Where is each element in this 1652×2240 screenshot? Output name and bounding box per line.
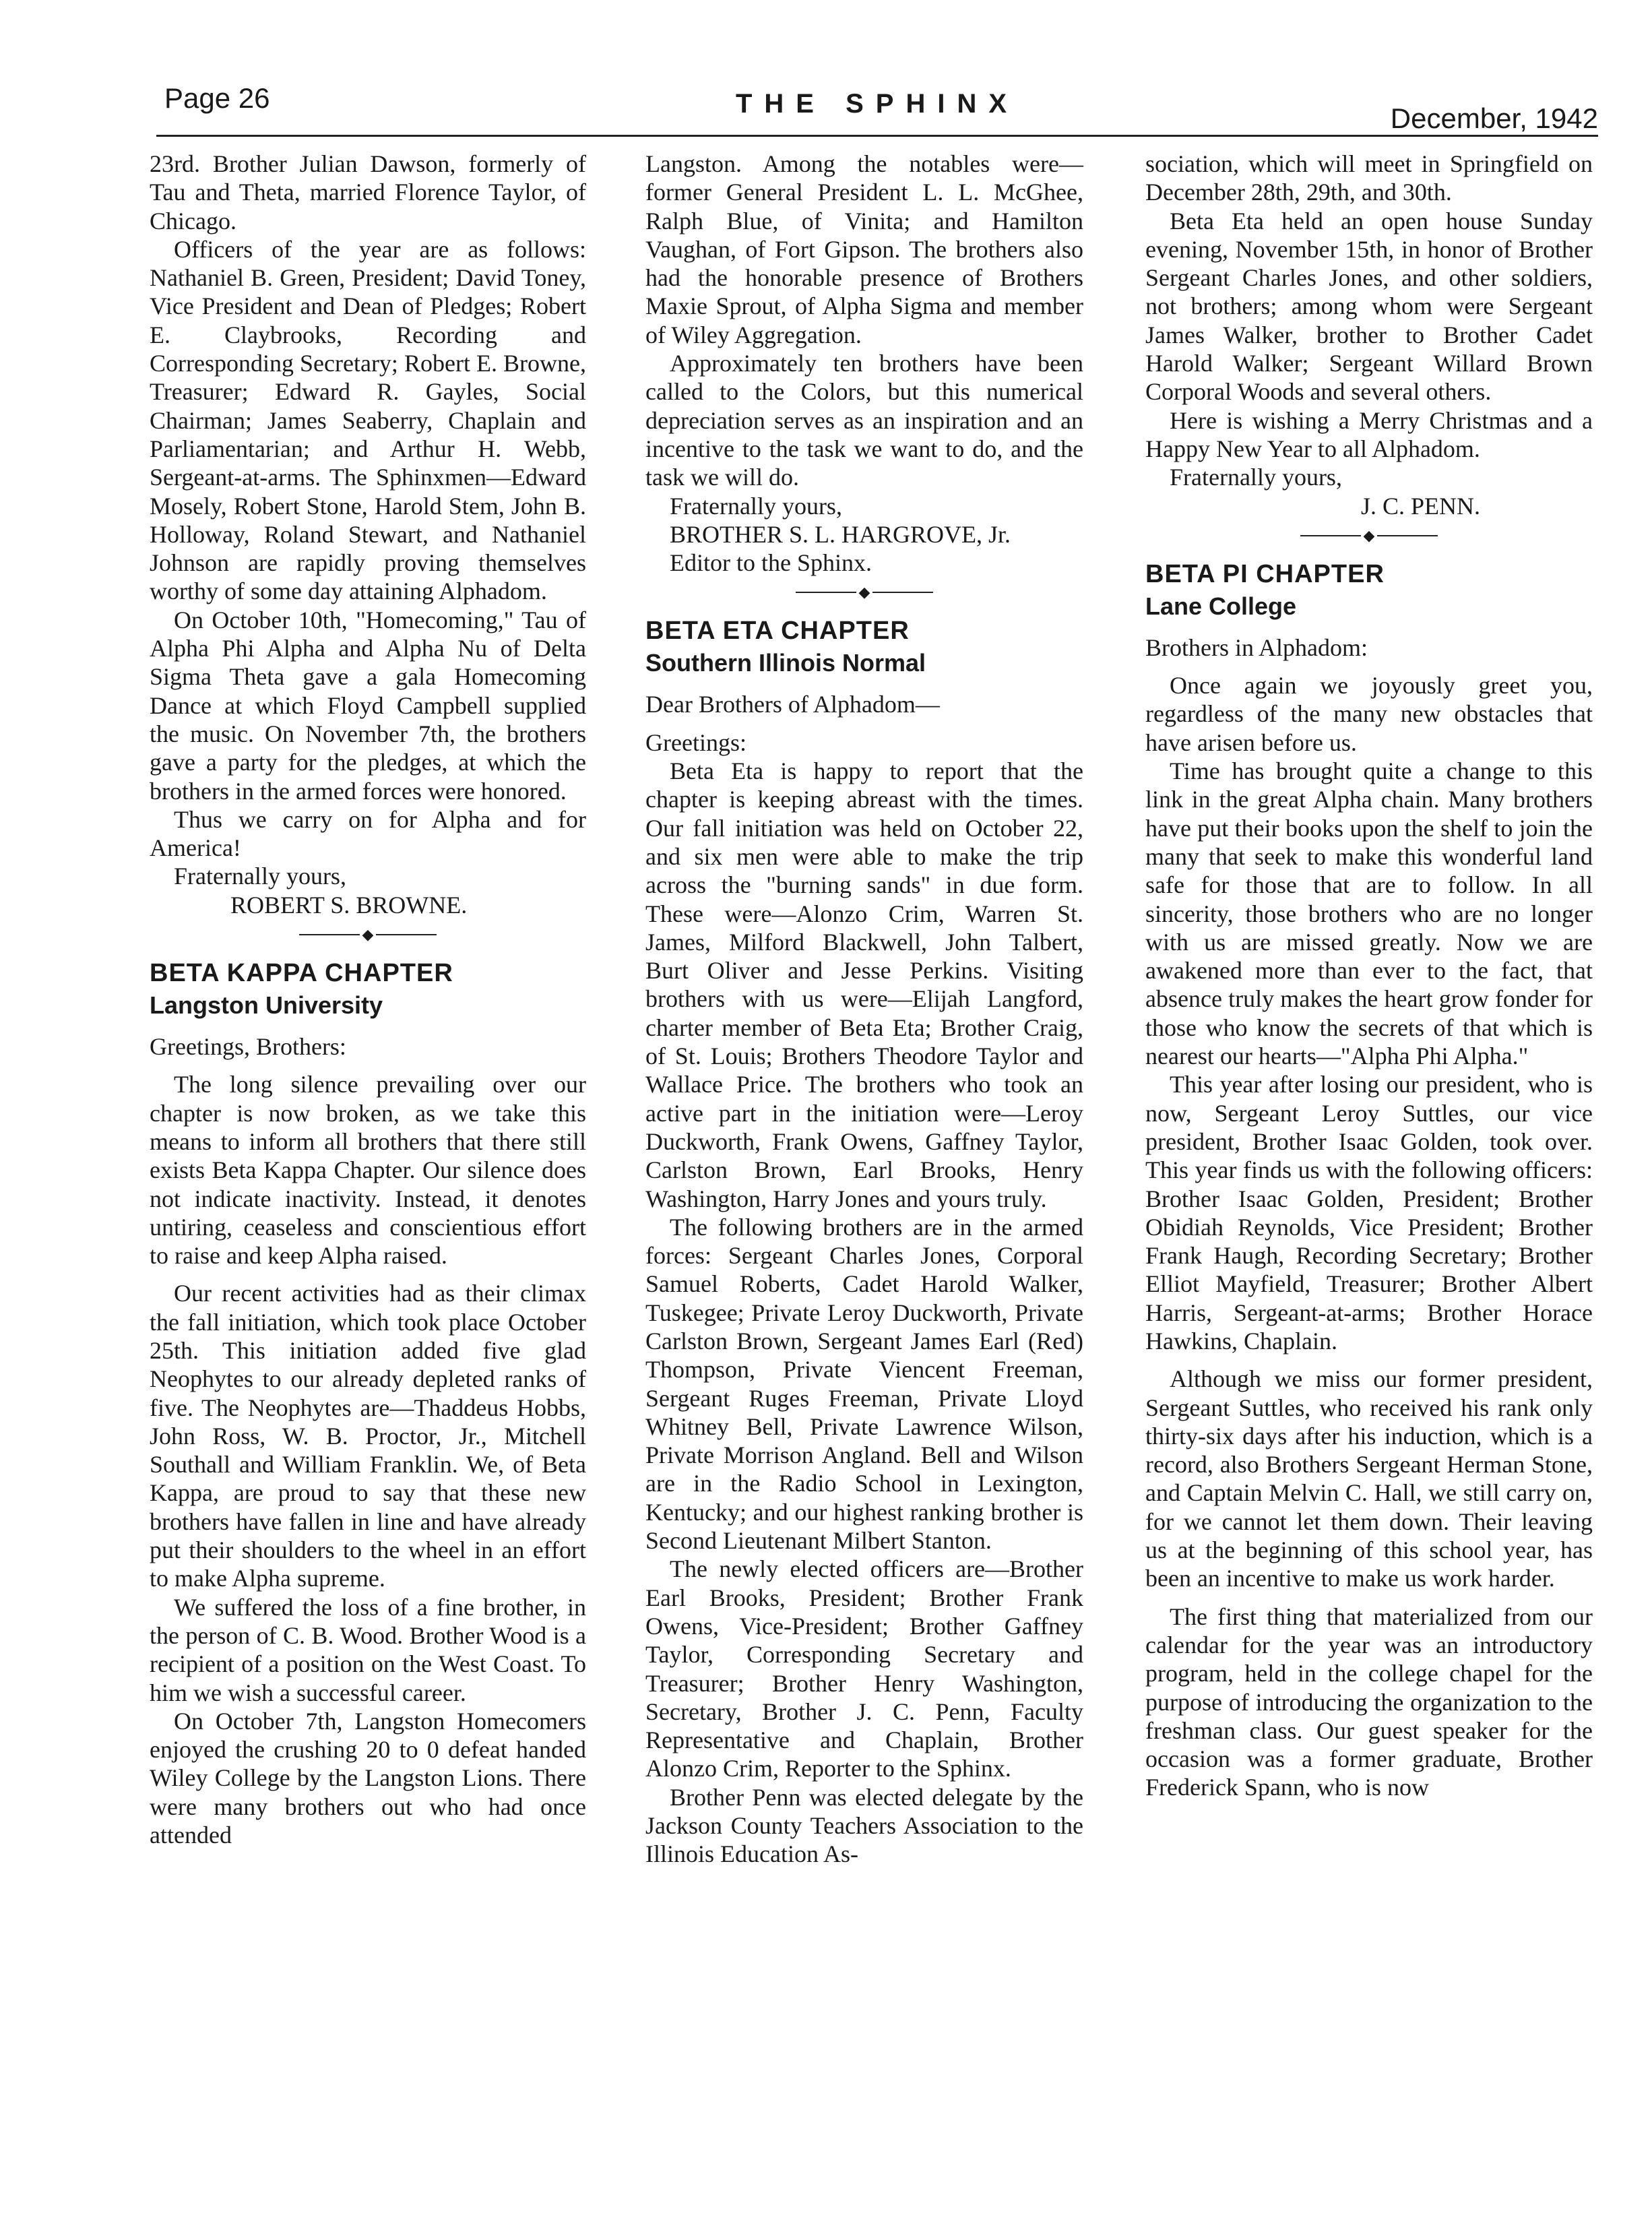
closing: Fraternally yours, — [174, 863, 346, 890]
paragraph: The long silence prevailing over our chapter is now broken, as we take this means to inform all brothers that there still exists Beta Kappa Chapter. Our silence does not indicate inactivity. Instead, it denotes untiring, ceaseless and conscientious effort to raise and keep Alpha raised. — [150, 1071, 586, 1270]
greeting: Greetings: — [645, 728, 746, 756]
signature: ROBERT S. BROWNE. — [230, 891, 468, 919]
paragraph: 23rd. Brother Julian Dawson, formerly of Tau and Theta, married Florence Taylor, of Chicago. — [150, 150, 586, 235]
paragraph: Beta Eta held an open house Sunday evening, November 15th, in honor of Brother Sergeant Charles Jones, and other soldiers, not brothers; among whom were Sergeant James Walker, brother to Brother Cadet Harold Walker; Sergeant Willard Brown Corporal Woods and several others. — [1145, 207, 1593, 406]
issue-date: December, 1942 — [1390, 102, 1598, 134]
section-divider: ◆ — [150, 919, 586, 947]
signature: J. C. PENN. — [1361, 492, 1481, 520]
paragraph: On October 10th, "Homecoming," Tau of Alpha Phi Alpha and Alpha Nu of Delta Sigma Theta gave a gala Homecoming Dance at which Floyd Campbell supplied the music. On November 7th, the brothers gave a party for the pledges, at which the brothers in the armed forces were honored. — [150, 606, 586, 805]
column-3 — [1145, 150, 1593, 1802]
paragraph: sociation, which will meet in Springfield on December 28th, 29th, and 30th. — [1145, 150, 1593, 206]
paragraph: Thus we carry on for Alpha and for America! — [150, 805, 586, 862]
page-header — [156, 80, 1598, 140]
paragraph: Once again we joyously greet you, regardless of the many new obstacles that have arisen before us. — [1145, 672, 1593, 756]
salutation: Brothers in Alphadom: — [1145, 633, 1368, 661]
chapter-heading: BETA ETA CHAPTER — [645, 617, 910, 646]
paragraph: Beta Eta is happy to report that the chapter is keeping abreast with the times. Our fall initiation was held on October 22, and six men were able to make the trip across the "burning sands" in due form. These were—Alonzo Crim, Warren St. James, Milford Blackwell, John Talbert, Burt Oliver and Jesse Perkins. Visiting brothers with us were—Elijah Langford, charter member of Beta Eta; Brother Craig, of St. Louis; Brothers Theodore Taylor and Wallace Price. The brothers who took an active part in the initiation were—Leroy Duckworth, Frank Owens, Gaffney Taylor, Carlston Brown, Earl Brooks, Henry Washington, Harry Jones and yours truly. — [645, 757, 1083, 1212]
paragraph: Brother Penn was elected delegate by the Jackson County Teachers Association to the Illinois Education As- — [645, 1783, 1083, 1868]
paragraph: On October 7th, Langston Homecomers enjoyed the crushing 20 to 0 defeat handed Wiley College by the Langston Lions. There were many brothers out who had once attended — [150, 1707, 586, 1849]
chapter-subheading: Lane College — [1145, 592, 1297, 620]
column-2 — [645, 150, 1083, 1869]
signature-title: Editor to the Sphinx. — [670, 549, 872, 577]
paragraph: We suffered the loss of a fine brother, in the person of C. B. Wood. Brother Wood is a recipient of a position on the West Coast. To him we wish a successful career. — [150, 1593, 586, 1706]
header-rule — [156, 135, 1598, 137]
page-number: Page 26 — [164, 82, 270, 114]
paragraph: Approximately ten brothers have been called to the Colors, but this numerical depreciation serves as an inspiration and an incentive to the task we want to do, and the task we will do. — [645, 350, 1083, 491]
greeting: Greetings, Brothers: — [150, 1033, 346, 1061]
chapter-subheading: Southern Illinois Normal — [645, 649, 926, 677]
paragraph: The newly elected officers are—Brother Earl Brooks, President; Brother Frank Owens, Vice-President; Brother Gaffney Taylor, Corresponding Secretary and Treasurer; Brother Henry Washington, Secretary, Brother J. C. Penn, Faculty Representative and Chaplain, Brother Alonzo Crim, Reporter to the Sphinx. — [645, 1555, 1083, 1782]
paragraph: Officers of the year are as follows: Nathaniel B. Green, President; David Toney, Vice President and Dean of Pledges; Robert E. Claybrooks, Recording and Corresponding Secretary; Robert E. Browne, Treasurer; Edward R. Gayles, Social Chairman; James Seaberry, Chaplain and Parliamentarian; and Arthur H. Webb, Sergeant-at-arms. The Sphinxmen—Edward Mosely, Robert Stone, Harold Stem, John B. Holloway, Roland Stewart, and Nathaniel Johnson are rapidly proving themselves worthy of some day attaining Alphadom. — [150, 235, 586, 605]
paragraph: The first thing that materialized from our calendar for the year was an introductory program, held in the college chapel for the purpose of introducing the organization to the freshman class. Our guest speaker for the occasion was a former graduate, Brother Frederick Spann, who is now — [1145, 1603, 1593, 1801]
magazine-title: THE SPHINX — [735, 89, 1019, 119]
salutation: Dear Brothers of Alphadom— — [645, 691, 940, 718]
paragraph: Here is wishing a Merry Christmas and a Happy New Year to all Alphadom. — [1145, 406, 1593, 462]
paragraph: Time has brought quite a change to this link in the great Alpha chain. Many brothers have put their books upon the shelf to join the many that seek to make this wonderful land safe for those that are to follow. In all sincerity, those brothers who are no longer with us are missed greatly. Now we are awakened more than ever to the fact, that absence truly makes the heart grow fonder for those who know the secrets of that which is nearest our hearts—"Alpha Phi Alpha." — [1145, 757, 1593, 1070]
section-divider: ◆ — [1145, 520, 1593, 549]
paragraph: Our recent activities had as their climax the fall initiation, which took place October 25th. This initiation added five glad Neophytes to our already depleted ranks of five. The Neophytes are—Thaddeus Hobbs, John Ross, W. B. Proctor, Jr., Mitchell Southall and William Franklin. We, of Beta Kappa, are proud to say that these new brothers have fallen in line and have already put their shoulders to the wheel in an effort to make Alpha supreme. — [150, 1280, 586, 1592]
paragraph: The following brothers are in the armed forces: Sergeant Charles Jones, Corporal Samuel Roberts, Cadet Harold Walker, Tuskegee; Private Leroy Duckworth, Private Carlston Brown, Sergeant James Earl (Red) Thompson, Private Viencent Freeman, Sergeant Ruges Freeman, Private Lloyd Whitney Bell, Private Lawrence Wilson, Private Morrison Angland. Bell and Wilson are in the Radio School in Lexington, Kentucky; and our highest ranking brother is Second Lieutenant Milbert Stanton. — [645, 1213, 1083, 1555]
section-divider: ◆ — [645, 577, 1083, 605]
chapter-heading: BETA PI CHAPTER — [1145, 559, 1385, 588]
column-1 — [150, 150, 586, 1849]
paragraph: Although we miss our former president, Sergeant Suttles, who received his rank only thirty-six days after his induction, which is a record, also Brothers Sergeant Herman Stone, and Captain Melvin C. Hall, we still carry on, for we cannot let them down. Their leaving us at the beginning of this school year, has been an incentive to make us work harder. — [1145, 1365, 1593, 1592]
chapter-heading: BETA KAPPA CHAPTER — [150, 959, 453, 988]
signature: BROTHER S. L. HARGROVE, Jr. — [670, 520, 1011, 548]
paragraph: Langston. Among the notables were—former General President L. L. McGhee, Ralph Blue, of Vinita; and Hamilton Vaughan, of Fort Gipson. The brothers also had the honorable presence of Brothers Maxie Sprout, of Alpha Sigma and member of Wiley Aggregation. — [645, 150, 1083, 348]
paragraph: This year after losing our president, who is now, Sergeant Leroy Suttles, our vice president, Brother Isaac Golden, took over. This year finds us with the following officers: Brother Isaac Golden, President; Brother Obidiah Reynolds, Vice President; Brother Frank Haugh, Recording Secretary; Brother Elliot Mayfield, Treasurer; Brother Albert Harris, Sergeant-at-arms; Brother Horace Hawkins, Chaplain. — [1145, 1071, 1593, 1355]
closing: Fraternally yours, — [670, 492, 842, 520]
chapter-subheading: Langston University — [150, 991, 383, 1020]
closing: Fraternally yours, — [1170, 464, 1342, 491]
